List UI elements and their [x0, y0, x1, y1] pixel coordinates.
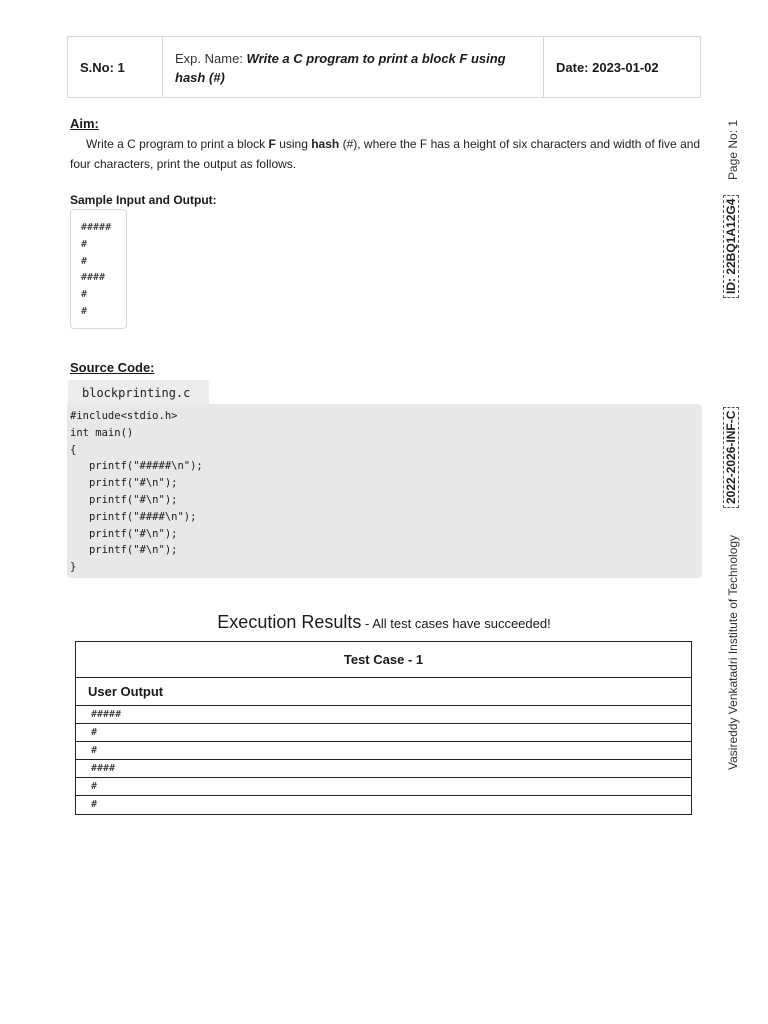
source-code-heading: Source Code:: [70, 360, 155, 375]
experiment-header: [67, 36, 701, 98]
code-line: #include<stdio.h>: [70, 410, 178, 422]
sample-line: ####: [81, 272, 106, 284]
aim-text-part: using: [275, 137, 312, 151]
serial-number: S.No: 1: [68, 37, 163, 97]
batch-code: 2022-2026-INF-C: [723, 407, 739, 508]
execution-status: - All test cases have succeeded!: [361, 616, 551, 631]
output-row: #: [76, 742, 691, 760]
sample-line: #: [81, 305, 88, 317]
source-file-tab[interactable]: blockprinting.c: [68, 380, 209, 406]
execution-results-heading: Execution Results: [217, 612, 362, 632]
output-row: ####: [76, 760, 691, 778]
source-code-block: [67, 404, 702, 578]
code-line: {: [70, 443, 77, 456]
experiment-name-cell: [163, 37, 544, 97]
aim-text-part: (#), where the F has a height of six characters and width of five and four characters, print the output as follows.: [70, 137, 701, 171]
sample-heading: Sample Input and Output:: [70, 193, 217, 207]
test-case-header: Test Case - 1: [76, 642, 691, 678]
sample-line: #: [81, 238, 88, 250]
output-row: #: [76, 778, 691, 796]
aim-text: [70, 134, 702, 174]
sample-line: #: [81, 289, 88, 301]
execution-results-title: [0, 612, 768, 633]
student-id: ID: 22BQ1A12G4: [723, 195, 739, 298]
page-number: Page No: 1: [726, 119, 740, 180]
code-line: printf("#\n");: [70, 544, 178, 557]
aim-bold-hash: hash: [311, 137, 340, 151]
experiment-name: Write a C program to print a block F using hash (#): [175, 51, 506, 85]
sample-line: #: [81, 255, 88, 267]
experiment-date: Date: 2023-01-02: [556, 59, 659, 75]
output-row: #: [91, 799, 98, 810]
code-line: int main(): [70, 426, 134, 439]
code-line: printf("#\n");: [70, 477, 178, 490]
results-table: [75, 641, 692, 815]
institute-name: Vasireddy Venkatadri Institute of Technology: [726, 534, 740, 770]
code-line: printf("#\n");: [70, 527, 178, 540]
output-row: #: [76, 724, 691, 742]
code-line: printf("#\n");: [70, 493, 178, 506]
code-line: }: [70, 561, 77, 574]
sample-output-box: [70, 209, 127, 329]
aim-text-part: Write a C program to print a block: [86, 137, 269, 151]
aim-heading: Aim:: [70, 116, 99, 131]
output-row: #####: [76, 706, 691, 724]
aim-bold-f: F: [268, 137, 276, 151]
sample-line: #####: [81, 222, 112, 233]
user-output-label: User Output: [76, 678, 691, 706]
code-line: printf("#####\n");: [70, 460, 203, 473]
code-line: printf("####\n");: [70, 510, 197, 523]
experiment-name-label: Exp. Name:: [175, 51, 243, 66]
